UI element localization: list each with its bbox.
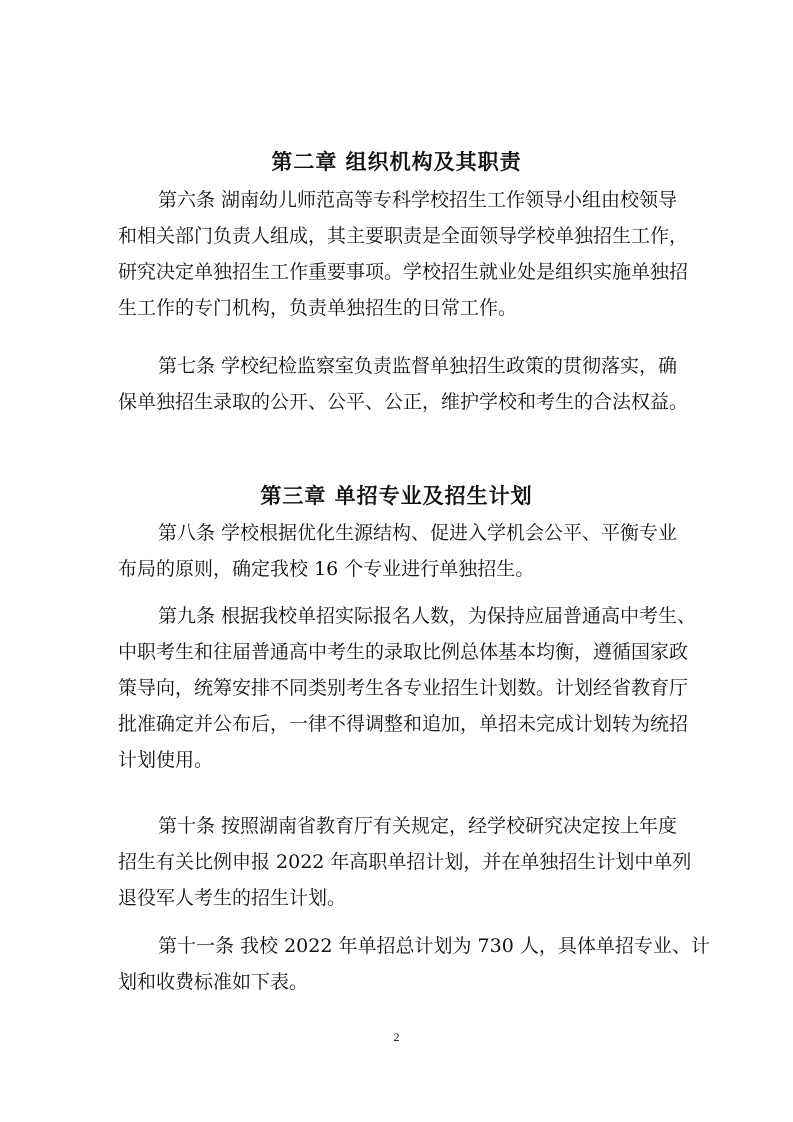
article-9-line-1: 第九条 根据我校单招实际报名人数，为保持应届普通高中考生、 — [158, 605, 697, 627]
page-number: 2 — [393, 1030, 400, 1044]
chapter-2-title: 第二章 组织机构及其职责 — [271, 150, 522, 174]
article-7-line-1: 第七条 学校纪检监察室负责监督单独招生政策的贯彻落实，确 — [158, 355, 678, 377]
article-8-line-1: 第八条 学校根据优化生源结构、促进入学机会公平、平衡专业 — [158, 522, 678, 544]
article-10-line-3: 退役军人考生的招生计划。 — [118, 887, 347, 909]
article-11-line-2: 划和收费标准如下表。 — [118, 971, 309, 993]
article-8-line-2: 布局的原则，确定我校 16 个专业进行单独招生。 — [118, 558, 535, 580]
article-6-line-3: 研究决定单独招生工作重要事项。学校招生就业处是组织实施单独招 — [118, 261, 689, 283]
article-6-line-2: 和相关部门负责人组成，其主要职责是全面领导学校单独招生工作， — [118, 225, 689, 247]
article-8 — [118, 515, 676, 587]
article-10 — [118, 808, 692, 916]
chapter-3-title: 第三章 单招专业及招生计划 — [260, 484, 533, 508]
article-6-line-1: 第六条 湖南幼儿师范高等专科学校招生工作领导小组由校领导 — [158, 189, 678, 211]
article-10-line-1: 第十条 按照湖南省教育厅有关规定，经学校研究决定按上年度 — [158, 815, 678, 837]
article-6 — [118, 182, 689, 326]
article-9-line-4: 批准确定并公布后，一律不得调整和追加，单招未完成计划转为统招 — [118, 713, 689, 735]
article-7 — [118, 348, 689, 420]
article-11-line-1: 第十一条 我校 2022 年单招总计划为 730 人，具体单招专业、计 — [158, 935, 710, 957]
article-9-line-3: 策导向，统筹安排不同类别考生各专业招生计划数。计划经省教育厅 — [118, 677, 689, 699]
article-10-line-2: 招生有关比例申报 2022 年高职单招计划，并在单独招生计划中单列 — [118, 851, 692, 873]
article-7-line-2: 保单独招生录取的公开、公平、公正，维护学校和考生的合法权益。 — [118, 391, 689, 413]
article-9 — [118, 598, 697, 778]
article-11 — [118, 928, 710, 1000]
article-9-line-5: 计划使用。 — [118, 749, 214, 771]
article-6-line-4: 生工作的专门机构，负责单独招生的日常工作。 — [118, 297, 518, 319]
article-9-line-2: 中职考生和往届普通高中考生的录取比例总体基本均衡，遵循国家政 — [118, 641, 689, 663]
